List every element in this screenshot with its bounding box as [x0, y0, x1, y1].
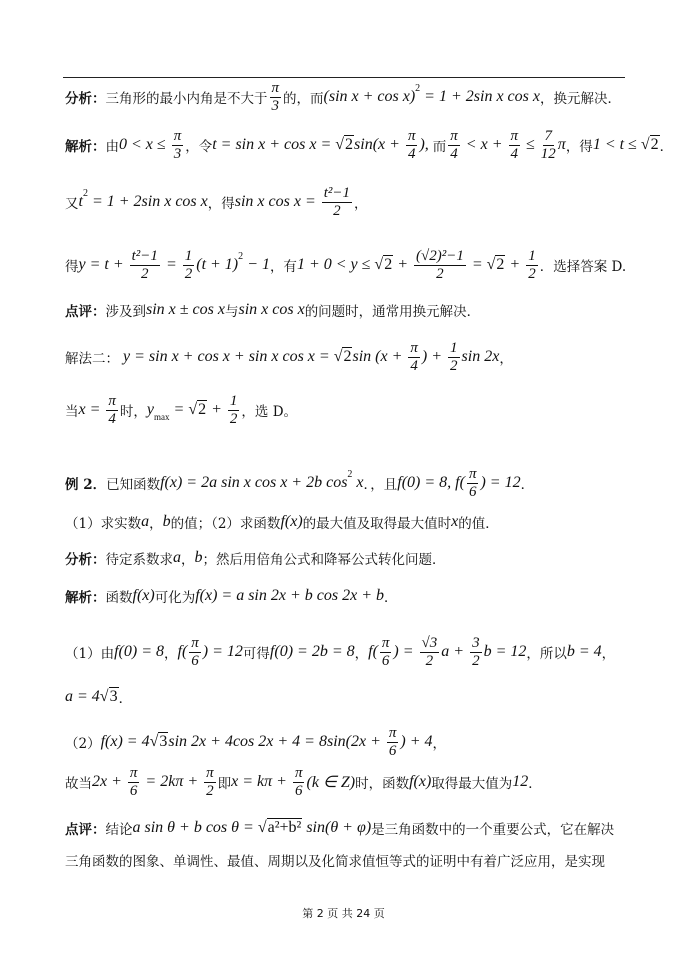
- fraction-numerator: π: [271, 79, 280, 96]
- math-expression: sin 2x + 4cos 2x + 4 = 8sin(2x +: [168, 733, 385, 750]
- square-root: [150, 733, 169, 751]
- radical-sign: √: [257, 819, 267, 836]
- text-line: [65, 762, 542, 802]
- section-label: 分析：: [65, 91, 106, 107]
- text-line: [65, 390, 297, 430]
- math-expression: f(x) = a sin 2x + b cos 2x + b: [195, 587, 384, 604]
- text-run: 又: [65, 196, 79, 212]
- fraction-denominator: 2: [472, 652, 480, 669]
- math-expression: b: [194, 549, 203, 566]
- text-run: ．: [384, 590, 398, 606]
- fraction-denominator: 2: [141, 265, 149, 282]
- fraction-denominator: 6: [191, 652, 199, 669]
- text-run: ，得: [565, 139, 593, 155]
- fraction-denominator: 2: [528, 265, 536, 282]
- fraction-numerator: 1: [528, 247, 536, 264]
- text-line: [65, 77, 621, 117]
- fraction-numerator: π: [129, 764, 138, 781]
- math-expression: f(x) = 2a sin x cos x + 2b cos: [160, 474, 348, 491]
- text-run: ．: [659, 139, 674, 155]
- math-expression: a sin θ + b cos θ =: [132, 819, 258, 836]
- text-run: （2）: [65, 736, 101, 752]
- superscript: 2: [238, 251, 244, 262]
- fraction-denominator: 3: [173, 145, 182, 162]
- text-line: [65, 463, 534, 503]
- text-run: 三角函数的图象、单调性、最值、周期以及化简求值恒等式的证明中有着广泛应用，是实现: [65, 854, 605, 870]
- fraction: [526, 248, 538, 283]
- section-label: 例 2．: [65, 477, 107, 493]
- radical-sign: √: [149, 733, 159, 750]
- text-run: 的值；（2）求函数: [170, 516, 281, 532]
- text-run: 可得: [242, 646, 270, 662]
- math-expression: y = t +: [78, 256, 128, 273]
- text-run: 解法二：: [65, 351, 119, 367]
- math-expression: sin(x +: [354, 136, 404, 153]
- fraction-denominator: 2: [229, 410, 238, 427]
- text-run: （1）求实数: [65, 516, 142, 532]
- square-root: [334, 348, 353, 366]
- fraction-denominator: 6: [388, 742, 397, 759]
- text-run: ，令: [185, 139, 213, 155]
- text-run: 涉及到: [105, 304, 146, 320]
- radical-sign: √: [374, 256, 384, 273]
- section-label: 分析：: [65, 552, 106, 568]
- math-expression: = 1 + 2sin x cos x: [87, 193, 208, 210]
- text-run: ，: [601, 646, 616, 662]
- text-run: ．，且: [363, 477, 398, 493]
- square-root: [188, 401, 207, 419]
- text-run: ，: [149, 516, 163, 532]
- fraction: [467, 466, 479, 501]
- fraction-denominator: 6: [468, 483, 477, 500]
- text-run: ，换元解决．: [539, 91, 621, 107]
- superscript: 2: [82, 188, 88, 199]
- radicand: 2: [198, 401, 207, 418]
- text-line: [65, 182, 368, 222]
- text-run: ，有: [269, 259, 297, 275]
- square-root: [374, 256, 393, 274]
- text-run: 得: [65, 259, 79, 275]
- text-run: 而: [432, 139, 447, 155]
- math-expression: sin 2x: [461, 348, 500, 365]
- section-label: 解析：: [65, 139, 106, 155]
- math-expression: f(: [177, 643, 188, 660]
- fraction: [541, 128, 556, 163]
- fraction-denominator: 2: [450, 357, 458, 374]
- superscript: 2: [415, 83, 421, 94]
- math-expression: < x +: [461, 136, 507, 153]
- fraction-denominator: 3: [271, 97, 279, 114]
- section-label: 点评：: [65, 304, 106, 320]
- text-run: 故当: [65, 776, 92, 792]
- square-root: [258, 819, 303, 837]
- subscript: max: [154, 412, 170, 422]
- fraction-denominator: 4: [108, 410, 116, 427]
- math-expression: (t + 1): [196, 256, 239, 273]
- text-run: ，得: [207, 196, 235, 212]
- radical-sign: √: [640, 136, 650, 153]
- text-run: 时，: [119, 404, 147, 420]
- fraction: [406, 128, 418, 163]
- radicand: 2: [650, 136, 659, 153]
- text-run: 的值．: [458, 516, 499, 532]
- math-expression: x: [352, 474, 364, 491]
- fraction-denominator: 6: [381, 652, 390, 669]
- fraction-numerator: π: [510, 127, 519, 144]
- math-expression: f(x): [409, 773, 432, 790]
- fraction-denominator: 6: [294, 782, 303, 799]
- fraction-numerator: 1: [229, 392, 238, 409]
- fraction-numerator: 1: [450, 339, 458, 356]
- text-run: 当: [65, 404, 79, 420]
- fraction: [172, 128, 184, 163]
- fraction-numerator: π: [410, 339, 418, 356]
- text-run: ．: [528, 776, 542, 792]
- fraction: [448, 128, 460, 163]
- radical-sign: √: [188, 401, 198, 418]
- math-expression: sin (x +: [352, 348, 407, 365]
- math-expression: f(0) = 2b = 8: [269, 643, 355, 660]
- text-line: [65, 576, 398, 616]
- fraction-denominator: 2: [425, 652, 434, 669]
- fraction-numerator: π: [407, 127, 416, 144]
- text-line: [65, 538, 446, 578]
- fraction-denominator: 2: [206, 782, 214, 799]
- math-expression: a: [141, 513, 150, 530]
- radical-sign: √: [333, 348, 343, 365]
- math-expression: t = sin x + cos x =: [212, 136, 336, 153]
- fraction: [509, 128, 521, 163]
- math-expression: 1 + 0 < y ≤: [296, 256, 375, 273]
- math-expression: (sin x + cos x): [323, 88, 416, 105]
- fraction-denominator: 6: [129, 782, 138, 799]
- math-expression: 1 < t ≤: [592, 136, 641, 153]
- text-run: 的最大值及取得最大值时: [302, 516, 452, 532]
- text-run: ，选 D。: [241, 404, 298, 420]
- radicand: 2: [496, 256, 505, 273]
- math-expression: =: [169, 401, 189, 418]
- math-expression: ) + 4: [400, 733, 433, 750]
- text-line: [65, 125, 673, 165]
- fraction-denominator: 2: [184, 265, 193, 282]
- text-run: ．选择答案 D.: [539, 259, 627, 275]
- radicand: 3: [159, 733, 168, 750]
- fraction-denominator: 2: [333, 202, 341, 219]
- math-expression: t: [78, 193, 83, 210]
- fraction: [130, 248, 160, 283]
- section-label: 解析：: [65, 590, 106, 606]
- fraction: [408, 340, 420, 375]
- math-expression: a: [173, 549, 181, 566]
- text-run: ，: [432, 736, 447, 752]
- square-root: [641, 136, 660, 154]
- text-run: （1）由: [65, 646, 115, 662]
- superscript: 2: [347, 469, 353, 480]
- fraction: [448, 340, 460, 375]
- text-run: 与: [224, 304, 239, 320]
- square-root: [100, 688, 119, 706]
- fraction-numerator: π: [388, 724, 397, 741]
- math-expression: y = sin x + cos x + sin x cos x =: [119, 348, 334, 365]
- math-expression: a +: [441, 643, 469, 660]
- math-expression: f(0) = 8: [114, 643, 164, 660]
- page-footer: 第 2 页 共 24 页: [302, 907, 385, 920]
- fraction-denominator: 4: [410, 357, 418, 374]
- radical-sign: √: [486, 256, 496, 273]
- fraction-numerator: (√2)²−1: [416, 247, 464, 264]
- math-expression: x = kπ +: [231, 773, 291, 790]
- math-expression: − 1: [243, 256, 270, 273]
- math-expression: ) = 12: [480, 474, 521, 491]
- math-expression: sin(θ + φ): [302, 819, 372, 836]
- radical-sign: √: [99, 688, 109, 705]
- square-root: [487, 256, 506, 274]
- text-run: ；然后用倍角公式和降幂公式转化问题．: [202, 552, 446, 568]
- math-expression: sin x cos x =: [234, 193, 320, 210]
- math-expression: =: [467, 256, 487, 273]
- math-expression: = 1 + 2sin x cos x: [420, 88, 540, 105]
- fraction: [228, 393, 240, 428]
- text-run: 三角形的最小内角是不大于: [105, 91, 268, 107]
- text-run: 即: [217, 776, 232, 792]
- text-run: ．: [118, 691, 133, 707]
- math-expression: 2x +: [92, 773, 126, 790]
- math-expression: f(x): [132, 587, 155, 604]
- math-expression: ) +: [421, 348, 447, 365]
- math-expression: b: [162, 513, 171, 530]
- radicand: a²+b²: [267, 819, 302, 836]
- text-run: 的问题时，通常用换元解决．: [304, 304, 481, 320]
- fraction: [189, 635, 201, 670]
- radicand: 3: [109, 688, 118, 705]
- text-run: ，: [354, 196, 368, 212]
- text-run: 已知函数: [106, 477, 161, 493]
- math-expression: x: [451, 513, 459, 530]
- text-line: [65, 502, 499, 542]
- fraction: [204, 765, 216, 800]
- square-root: [335, 136, 354, 154]
- fraction-numerator: π: [206, 764, 214, 781]
- text-run: ，: [499, 351, 513, 367]
- math-expression: π: [557, 136, 566, 153]
- text-run: 取得最大值为: [431, 776, 513, 792]
- text-run: 可化为: [154, 590, 196, 606]
- math-expression: +: [505, 256, 525, 273]
- math-expression: +: [207, 401, 226, 418]
- text-line: [65, 722, 446, 762]
- fraction-numerator: π: [450, 127, 458, 144]
- math-expression: y: [146, 401, 155, 418]
- math-expression: = 2kπ +: [141, 773, 203, 790]
- fraction-denominator: 4: [450, 145, 458, 162]
- math-expression: ) = 12: [202, 643, 243, 660]
- math-expression: +: [393, 256, 412, 273]
- math-expression: f(0) = 8, f(: [397, 474, 465, 491]
- math-expression: b = 4: [566, 643, 602, 660]
- fraction: [293, 765, 305, 800]
- text-run: 的，而: [283, 91, 324, 107]
- fraction: [470, 635, 482, 670]
- text-line: [65, 840, 605, 880]
- math-expression: ),: [419, 136, 433, 153]
- text-run: 是三角函数中的一个重要公式，它在解决: [371, 822, 615, 838]
- math-expression: 0 < x ≤: [119, 136, 170, 153]
- math-expression: =: [161, 256, 181, 273]
- fraction-denominator: 4: [510, 145, 518, 162]
- fraction: [106, 393, 118, 428]
- fraction-numerator: π: [173, 127, 182, 144]
- fraction-numerator: 1: [184, 247, 193, 264]
- fraction-denominator: 4: [407, 145, 416, 162]
- text-run: 待定系数求: [105, 552, 173, 568]
- math-expression: a = 4: [65, 688, 100, 705]
- radicand: 2: [345, 136, 354, 153]
- math-expression: x =: [78, 401, 105, 418]
- text-run: 函数: [105, 590, 133, 606]
- text-run: 结论: [105, 822, 133, 838]
- fraction-numerator: 7: [544, 127, 553, 144]
- text-run: ，: [164, 646, 178, 662]
- math-expression: ) =: [393, 643, 418, 660]
- math-expression: sin x cos x: [238, 301, 305, 318]
- text-line: [65, 290, 480, 330]
- text-run: ，: [181, 552, 195, 568]
- fraction-numerator: π: [108, 392, 116, 409]
- text-run: ，所以: [526, 646, 567, 662]
- math-expression: f(: [368, 643, 378, 660]
- fraction: [183, 248, 195, 283]
- radicand: 2: [384, 256, 393, 273]
- fraction: [270, 80, 282, 115]
- text-run: ．: [520, 477, 535, 493]
- fraction: [420, 635, 440, 670]
- text-line: [65, 677, 132, 717]
- fraction: [414, 248, 466, 283]
- fraction-numerator: √3: [421, 634, 438, 651]
- fraction: [380, 635, 392, 670]
- text-run: ，: [354, 646, 369, 662]
- radicand: 2: [343, 348, 352, 365]
- text-run: 时，函数: [355, 776, 410, 792]
- fraction-numerator: π: [468, 465, 477, 482]
- radical-sign: √: [335, 136, 345, 153]
- fraction-numerator: 3: [472, 634, 480, 651]
- math-expression: ≤: [522, 136, 539, 153]
- text-line: [65, 245, 626, 285]
- fraction: [322, 185, 352, 220]
- fraction-denominator: 2: [436, 265, 444, 282]
- fraction-numerator: t²−1: [131, 247, 158, 264]
- fraction-denominator: 12: [540, 145, 556, 162]
- text-line: [65, 337, 513, 377]
- fraction-numerator: π: [294, 764, 303, 781]
- math-expression: (k ∈ Z): [306, 774, 356, 791]
- section-label: 点评：: [65, 822, 106, 838]
- math-expression: f(x) = 4: [100, 733, 150, 750]
- fraction-numerator: π: [381, 634, 390, 651]
- math-expression: sin x ± cos x: [146, 301, 225, 318]
- text-line: [65, 632, 615, 672]
- fraction-numerator: π: [191, 634, 199, 651]
- math-expression: 12: [512, 773, 529, 790]
- fraction: [128, 765, 140, 800]
- math-expression: f(x): [280, 513, 303, 530]
- text-run: 由: [105, 139, 119, 155]
- math-expression: b = 12: [483, 643, 527, 660]
- fraction: [387, 725, 399, 760]
- fraction-numerator: t²−1: [323, 184, 351, 201]
